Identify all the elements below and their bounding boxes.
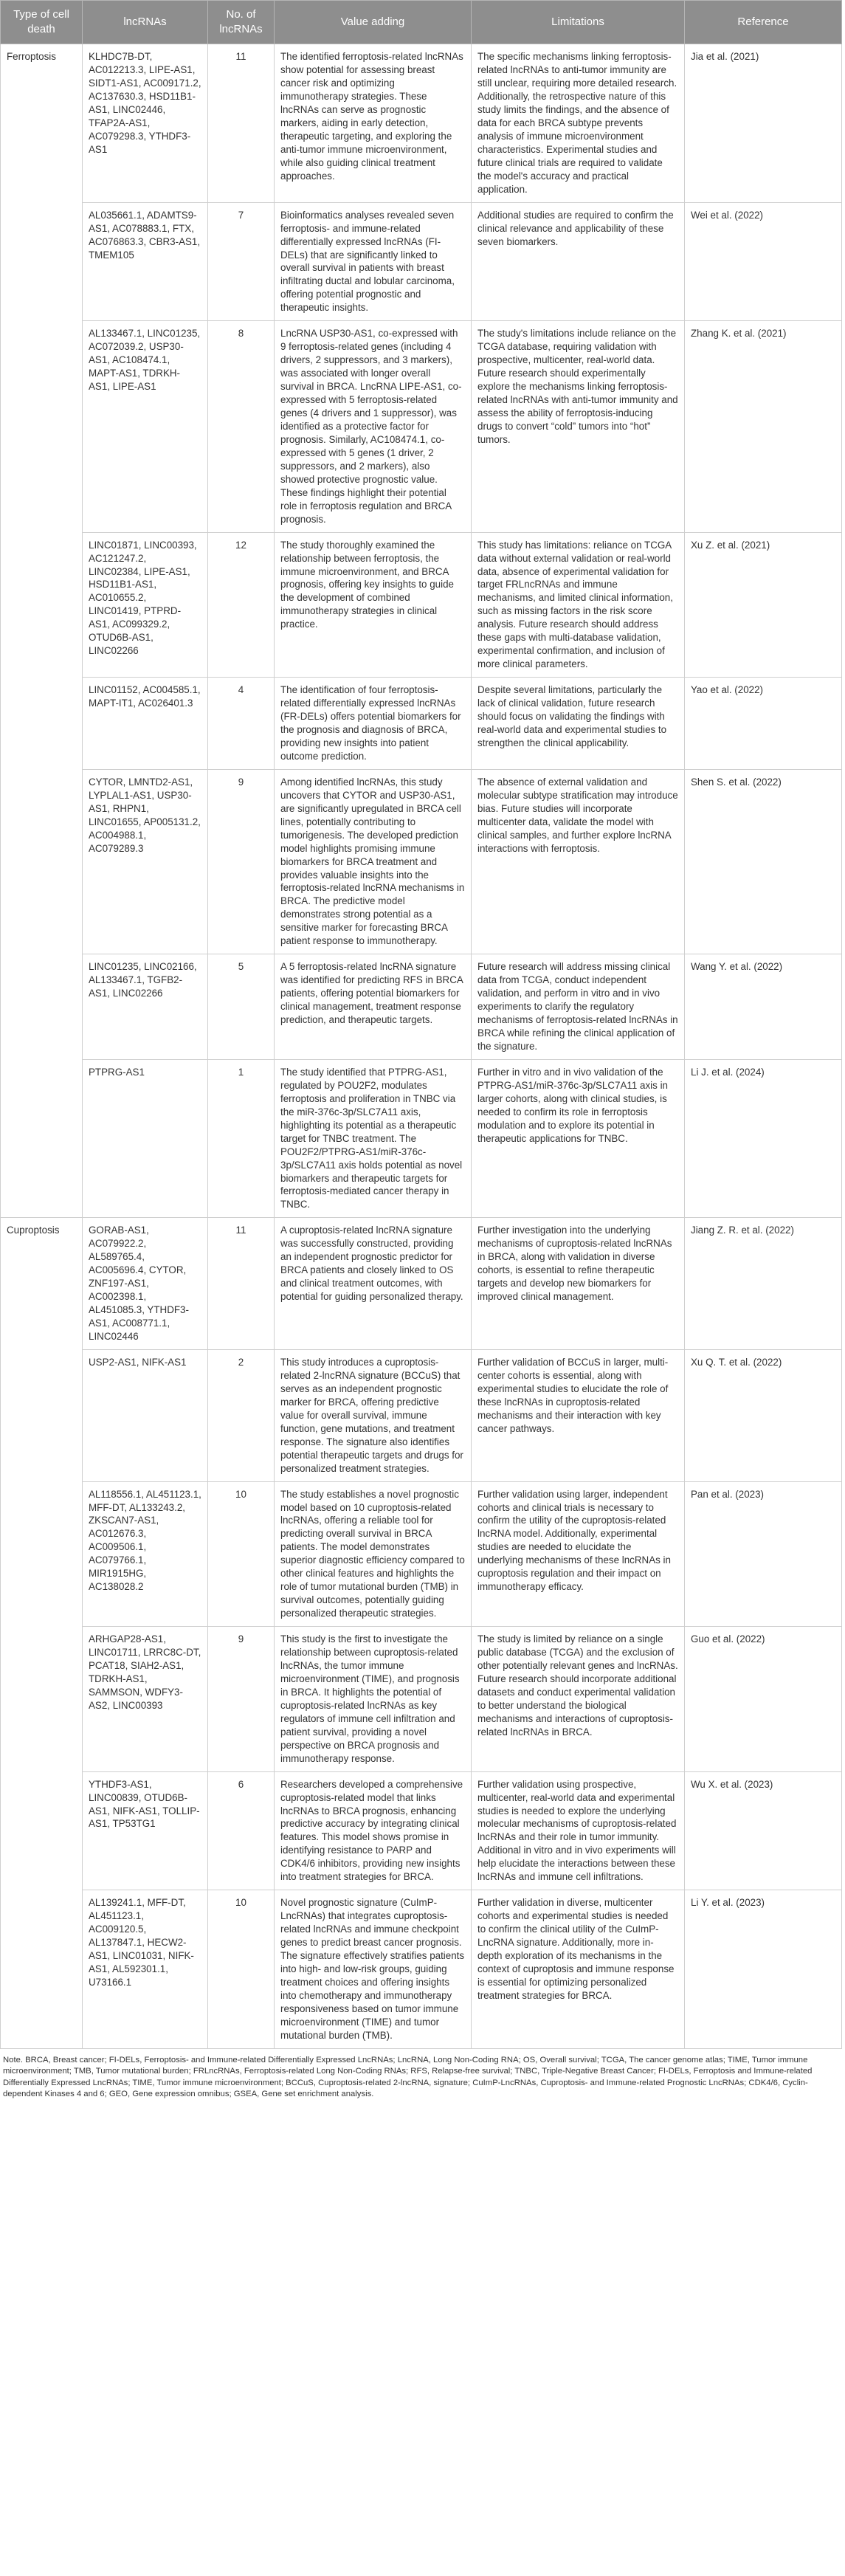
- cell-value-adding: The study establishes a novel prognostic model based on 10 cuproptosis-related lncRNAs, offering a reliable tool for predicting overall survival in BRCA patients. The model demonstrates superior diagnostic efficiency compared to other clinical features and highlights the role of tumor mutational burden (TMB) in survival outcomes, potentially guiding personalized therapeutic strategies.: [275, 1481, 472, 1627]
- table-row: [1, 1059, 842, 1217]
- cell-lncrnas: LINC01152, AC004585.1, MAPT-IT1, AC026401.3: [83, 678, 208, 770]
- table-footnote: Note. BRCA, Breast cancer; FI-DELs, Ferroptosis- and Immune-related Differentially Expressed LncRNAs; LncRNA, Long Non-Coding RNA; OS, Overall survival; TCGA, The cancer genome atlas; TIME, Tumor immune microenvironment; TMB, Tumor mutational burden; FRLncRNAs, Ferroptosis-related Long Non-Coding RNAs; RFS, Relapse-free survival; TNBC, Triple-Negative Breast Cancer; FI-DELs, Ferroptosis and Immune-related Differentially Expressed LncRNAs; TIME, Tumor immune microenvironment; BCCuS, Cuproptosis-related 2-lncRNA, signature; CuImP-LncRNAs, Cuproptosis- and Immune-related Prognostic LncRNAs; CDK4/6, Cyclin-dependent Kinases 4 and 6; GEO, Gene expression omnibus; GSEA, Gene set enrichment analysis.: [3, 2055, 813, 2099]
- cell-reference: Wu X. et al. (2023): [685, 1771, 842, 1890]
- cell-limitations: The absence of external validation and molecular subtype stratification may introduce bias. Future studies will incorporate multicenter data, validate the model with clinical samples, and further explore lncRNA interactions with ferroptosis.: [472, 769, 685, 954]
- cell-count: 8: [208, 321, 275, 532]
- cell-lncrnas: LINC01235, LINC02166, AL133467.1, TGFB2-AS1, LINC02266: [83, 954, 208, 1060]
- cell-reference: Wang Y. et al. (2022): [685, 954, 842, 1060]
- cell-reference: Li J. et al. (2024): [685, 1059, 842, 1217]
- cell-lncrnas: CYTOR, LMNTD2-AS1, LYPLAL1-AS1, USP30-AS1, RHPN1, LINC01655, AP005131.2, AC004988.1, AC079289.3: [83, 769, 208, 954]
- cell-lncrnas: AL118556.1, AL451123.1, MFF-DT, AL133243.2, ZKSCAN7-AS1, AC012676.3, AC009506.1, AC079766.1, MIR1915HG, AC138028.2: [83, 1481, 208, 1627]
- cell-lncrnas: KLHDC7B-DT, AC012213.3, LIPE-AS1, SIDT1-AS1, AC009171.2, AC137630.3, HSD11B1-AS1, LINC02446, TFAP2A-AS1, AC079298.3, YTHDF3-AS1: [83, 44, 208, 202]
- cell-value-adding: Researchers developed a comprehensive cuproptosis-related model that links lncRNAs to BRCA prognosis, enhancing predictive accuracy by integrating clinical features. This model shows promise in identifying resistance to PARP and CDK4/6 inhibitors, providing new insights into treatment strategies for BRCA.: [275, 1771, 472, 1890]
- cell-value-adding: The identification of four ferroptosis-related differentially expressed lncRNAs (FR-DELs) offers potential biomarkers for the prognosis and diagnosis of BRCA, providing new insights into patient outcome prediction.: [275, 678, 472, 770]
- table-row: [1, 769, 842, 954]
- header-limitations: Limitations: [472, 1, 685, 44]
- cell-limitations: The study's limitations include reliance on the TCGA database, requiring validation with prospective, multicenter, real-world data. Future research should experimentally explore the mechanisms linking ferroptosis-related lncRNAs with anti-tumor immunity and assess the ability of ferroptosis-inducing drugs to convert “cold” tumors into “hot” tumors.: [472, 321, 685, 532]
- cell-value-adding: Among identified lncRNAs, this study uncovers that CYTOR and USP30-AS1, are significantly upregulated in BRCA cell lines, potentially contributing to tumorigenesis. The developed prediction model highlights promising immune biomarkers for BRCA treatment and provides valuable insights into the ferroptosis-related lncRNA mechanisms in BRCA. The predictive model demonstrates strong potential as a sensitive marker for forecasting BRCA patient response to immunotherapy.: [275, 769, 472, 954]
- cell-value-adding: Novel prognostic signature (CuImP-LncRNAs) that integrates cuproptosis-related lncRNAs and immune checkpoint genes to predict breast cancer prognosis. The signature effectively stratifies patients into high- and low-risk groups, guiding treatment choices and offering insights into chemotherapy and immunotherapy responsiveness based on tumor immune microenvironment (TIME) and tumor mutational burden (TMB).: [275, 1890, 472, 2048]
- cell-count: 11: [208, 1218, 275, 1350]
- cell-value-adding: The identified ferroptosis-related lncRNAs show potential for assessing breast cancer risk and optimizing immunotherapy strategies. These lncRNAs can serve as prognostic markers, aiding in early detection, therapeutic targeting, and exploring the anti-tumor immune microenvironment, while also guiding clinical treatment approaches.: [275, 44, 472, 202]
- cell-reference: Jiang Z. R. et al. (2022): [685, 1218, 842, 1350]
- table-row: [1, 321, 842, 532]
- cell-type: Ferroptosis: [1, 44, 83, 1218]
- header-reference: Reference: [685, 1, 842, 44]
- cell-reference: Pan et al. (2023): [685, 1481, 842, 1627]
- cell-count: 2: [208, 1349, 275, 1481]
- cell-count: 12: [208, 532, 275, 678]
- cell-reference: Jia et al. (2021): [685, 44, 842, 202]
- cell-reference: Shen S. et al. (2022): [685, 769, 842, 954]
- cell-limitations: Despite several limitations, particularly the lack of clinical validation, future research should focus on validating the findings with real-world data and experimental studies to strengthen the clinical applicability.: [472, 678, 685, 770]
- cell-count: 10: [208, 1890, 275, 2048]
- cell-lncrnas: PTPRG-AS1: [83, 1059, 208, 1217]
- header-row: [1, 1, 842, 44]
- table-row: [1, 1771, 842, 1890]
- cell-limitations: Further in vitro and in vivo validation of the PTPRG-AS1/miR-376c-3p/SLC7A11 axis in larger cohorts, along with clinical studies, is needed to confirm its role in ferroptosis modulation and to explore its potential in therapeutic applications for TNBC.: [472, 1059, 685, 1217]
- cell-count: 9: [208, 1627, 275, 1772]
- table-row: [1, 1627, 842, 1772]
- cell-value-adding: A 5 ferroptosis-related lncRNA signature was identified for predicting RFS in BRCA patients, offering potential biomarkers for clinical management, treatment response prediction, and therapeutic targets.: [275, 954, 472, 1060]
- header-value-adding: Value adding: [275, 1, 472, 44]
- cell-limitations: The specific mechanisms linking ferroptosis-related lncRNAs to anti-tumor immunity are still unclear, requiring more detailed research. Additionally, the retrospective nature of this study limits the findings, and the absence of data for each BRCA subtype prevents analysis of immune microenvironment characteristics. Experimental studies and future clinical trials are required to validate the model's accuracy and practical application.: [472, 44, 685, 202]
- cell-limitations: The study is limited by reliance on a single public database (TCGA) and the exclusion of other potentially relevant genes and lncRNAs. Future research should incorporate additional datasets and conduct experimental validation to better understand the biological mechanisms and interactions of cuproptosis-related lncRNAs in BRCA.: [472, 1627, 685, 1772]
- header-count: No. of lncRNAs: [208, 1, 275, 44]
- cell-count: 7: [208, 202, 275, 321]
- cell-value-adding: This study introduces a cuproptosis-related 2-lncRNA signature (BCCuS) that serves as an independent prognostic marker for BRCA, offering predictive value for overall survival, immune function, gene mutations, and treatment response. The signature also identifies potential therapeutic targets and drugs for personalized treatment strategies.: [275, 1349, 472, 1481]
- cell-value-adding: The study thoroughly examined the relationship between ferroptosis, the immune microenvironment, and BRCA prognosis, offering key insights to guide the development of combined immunotherapy strategies in clinical practice.: [275, 532, 472, 678]
- cell-lncrnas: AL035661.1, ADAMTS9-AS1, AC078883.1, FTX, AC076863.3, CBR3-AS1, TMEM105: [83, 202, 208, 321]
- cell-reference: Li Y. et al. (2023): [685, 1890, 842, 2048]
- table-row: [1, 678, 842, 770]
- cell-value-adding: LncRNA USP30-AS1, co-expressed with 9 ferroptosis-related genes (including 4 drivers, 2 suppressors, and 3 markers), was associated with longer overall survival in BRCA. LncRNA LIPE-AS1, co-expressed with 5 ferroptosis-related genes (4 drivers and 1 suppressor), was identified as a protective factor for prognosis. Similarly, AC108474.1, co-expressed with 5 genes (1 driver, 2 suppressors, and 2 markers), also showed protective prognostic value. These findings highlight their potential role in ferroptosis regulation and BRCA prognosis.: [275, 321, 472, 532]
- cell-count: 10: [208, 1481, 275, 1627]
- cell-count: 4: [208, 678, 275, 770]
- cell-reference: Xu Q. T. et al. (2022): [685, 1349, 842, 1481]
- cell-limitations: Further validation using prospective, multicenter, real-world data and experimental studies is needed to explore the underlying molecular mechanisms of cuproptosis-related lncRNAs and their role in tumor immunity. Additional in vitro and in vivo experiments will help elucidate the interactions between these lncRNAs and immune cell infiltrations.: [472, 1771, 685, 1890]
- cell-reference: Zhang K. et al. (2021): [685, 321, 842, 532]
- cell-count: 6: [208, 1771, 275, 1890]
- cell-value-adding: This study is the first to investigate the relationship between cuproptosis-related lncRNAs, the tumor immune microenvironment (TIME), and prognosis in BRCA. It highlights the potential of cuproptosis-related lncRNAs as key regulators of immune cell infiltration and patient survival, providing a novel perspective on BRCA prognosis and immunotherapy response.: [275, 1627, 472, 1772]
- cell-count: 11: [208, 44, 275, 202]
- cell-lncrnas: YTHDF3-AS1, LINC00839, OTUD6B-AS1, NIFK-AS1, TOLLIP-AS1, TP53TG1: [83, 1771, 208, 1890]
- cell-type: Cuproptosis: [1, 1218, 83, 2048]
- cell-limitations: Future research will address missing clinical data from TCGA, conduct independent validation, and perform in vitro and in vivo experiments to clarify the regulatory mechanisms of ferroptosis-related lncRNAs in BRCA while refining the clinical application of the signature.: [472, 954, 685, 1060]
- cell-count: 9: [208, 769, 275, 954]
- cell-value-adding: A cuproptosis-related lncRNA signature was successfully constructed, providing an independent prognostic predictor for BRCA patients and closely linked to OS and clinical treatment outcomes, with potential for guiding personalized therapy.: [275, 1218, 472, 1350]
- cell-lncrnas: USP2-AS1, NIFK-AS1: [83, 1349, 208, 1481]
- table-body: [1, 44, 842, 2049]
- cell-limitations: Further validation using larger, independent cohorts and clinical trials is necessary to confirm the utility of the cuproptosis-related lncRNA model. Additionally, experimental studies are needed to elucidate the underlying mechanisms of these lncRNAs in cuproptosis regulation and their impact on immunotherapy efficacy.: [472, 1481, 685, 1627]
- cell-lncrnas: AL133467.1, LINC01235, AC072039.2, USP30-AS1, AC108474.1, MAPT-AS1, TDRKH-AS1, LIPE-AS1: [83, 321, 208, 532]
- table-row: [1, 44, 842, 202]
- table-row: [1, 202, 842, 321]
- cell-limitations: Further investigation into the underlying mechanisms of cuproptosis-related lncRNAs in BRCA, along with validation in diverse cohorts, is essential to refine therapeutic targets and develop new biomarkers for improved clinical management.: [472, 1218, 685, 1350]
- table-row: [1, 532, 842, 678]
- cell-limitations: Further validation of BCCuS in larger, multi-center cohorts is essential, along with experimental studies to elucidate the role of these lncRNAs in cuproptosis-related mechanisms and their interaction with key cancer pathways.: [472, 1349, 685, 1481]
- table-row: [1, 1349, 842, 1481]
- cell-lncrnas: ARHGAP28-AS1, LINC01711, LRRC8C-DT, PCAT18, SIAH2-AS1, TDRKH-AS1, SAMMSON, WDFY3-AS2, LINC00393: [83, 1627, 208, 1772]
- cell-limitations: This study has limitations: reliance on TCGA data without external validation or real-world data, absence of experimental validation for target FRLncRNAs and immune mechanisms, and limited clinical information, such as missing factors in the risk score analysis. Future research should address these gaps with multi-database validation, experimental confirmation, and inclusion of more clinical parameters.: [472, 532, 685, 678]
- cell-reference: Xu Z. et al. (2021): [685, 532, 842, 678]
- cell-lncrnas: AL139241.1, MFF-DT, AL451123.1, AC009120.5, AL137847.1, HECW2-AS1, LINC01031, NIFK-AS1, AL592301.1, U73166.1: [83, 1890, 208, 2048]
- cell-value-adding: The study identified that PTPRG-AS1, regulated by POU2F2, modulates ferroptosis and proliferation in TNBC via the miR-376c-3p/SLC7A11 axis, highlighting its potential as a therapeutic target for TNBC treatment. The POU2F2/PTPRG-AS1/miR-376c-3p/SLC7A11 axis holds potential as novel biomarkers and therapeutic targets for ferroptosis-mediated cancer therapy in TNBC.: [275, 1059, 472, 1217]
- table-row: [1, 954, 842, 1060]
- cell-reference: Yao et al. (2022): [685, 678, 842, 770]
- cell-reference: Guo et al. (2022): [685, 1627, 842, 1772]
- header-lncrnas: lncRNAs: [83, 1, 208, 44]
- cell-lncrnas: GORAB-AS1, AC079922.2, AL589765.4, AC005696.4, CYTOR, ZNF197-AS1, AC002398.1, AL451085.3, YTHDF3-AS1, AC008771.1, LINC02446: [83, 1218, 208, 1350]
- cell-limitations: Additional studies are required to confirm the clinical relevance and applicability of these seven biomarkers.: [472, 202, 685, 321]
- table-row: [1, 1218, 842, 1350]
- cell-value-adding: Bioinformatics analyses revealed seven ferroptosis- and immune-related differentially expressed lncRNAs (FI-DELs) that are significantly linked to overall survival in patients with breast infiltrating ductal and lobular carcinoma, offering potential prognostic and therapeutic insights.: [275, 202, 472, 321]
- header-type: Type of cell death: [1, 1, 83, 44]
- cell-count: 1: [208, 1059, 275, 1217]
- table-row: [1, 1481, 842, 1627]
- cell-lncrnas: LINC01871, LINC00393, AC121247.2, LINC02384, LIPE-AS1, HSD11B1-AS1, AC010655.2, LINC01419, PTPRD-AS1, AC099329.2, OTUD6B-AS1, LINC02266: [83, 532, 208, 678]
- cell-count: 5: [208, 954, 275, 1060]
- cell-reference: Wei et al. (2022): [685, 202, 842, 321]
- table-row: [1, 1890, 842, 2048]
- cell-limitations: Further validation in diverse, multicenter cohorts and experimental studies is needed to confirm the clinical utility of the CuImP-LncRNA signature. Additionally, more in-depth exploration of its mechanisms in the context of cuproptosis and immune response is essential for optimizing personalized treatment strategies for BRCA.: [472, 1890, 685, 2048]
